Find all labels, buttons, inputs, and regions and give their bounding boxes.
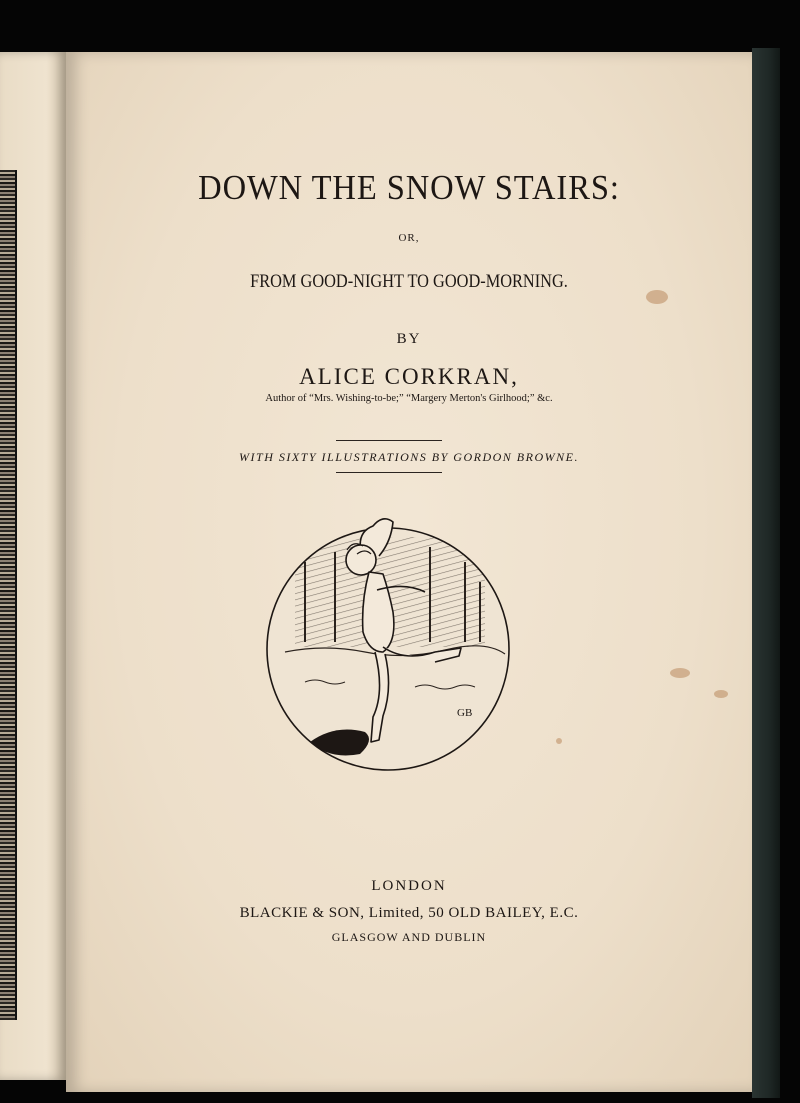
foxing-spot xyxy=(670,668,690,678)
facing-page xyxy=(0,52,66,1080)
imprint-publisher: BLACKIE & SON, Limited, 50 OLD BAILEY, E.C. xyxy=(239,905,579,921)
by-text: BY xyxy=(396,331,422,347)
foxing-spot xyxy=(556,738,562,744)
book-subtitle: FROM GOOD-NIGHT TO GOOD-MORNING. xyxy=(250,271,568,292)
imprint-city: LONDON xyxy=(371,878,447,894)
bottom-rule xyxy=(336,472,442,473)
svg-text:GB: GB xyxy=(457,707,473,719)
author-other-works: Author of “Mrs. Wishing-to-be;” “Margery Merton's Girlhood;” &c. xyxy=(265,393,553,404)
illustrations-credit: WITH SIXTY ILLUSTRATIONS BY GORDON BROWNE. xyxy=(239,450,579,464)
imprint-branches: GLASGOW AND DUBLIN xyxy=(331,930,487,944)
book-title: DOWN THE SNOW STAIRS: xyxy=(198,168,620,207)
top-rule xyxy=(336,440,442,441)
dancing-faun-vignette xyxy=(265,502,515,777)
foxing-spot xyxy=(714,690,728,698)
frontispiece-plate-edge xyxy=(0,170,17,1020)
or-text: OR, xyxy=(398,232,420,244)
author-name: ALICE CORKRAN, xyxy=(299,364,519,389)
title-page xyxy=(66,52,752,1092)
book-cover-edge xyxy=(752,48,780,1098)
